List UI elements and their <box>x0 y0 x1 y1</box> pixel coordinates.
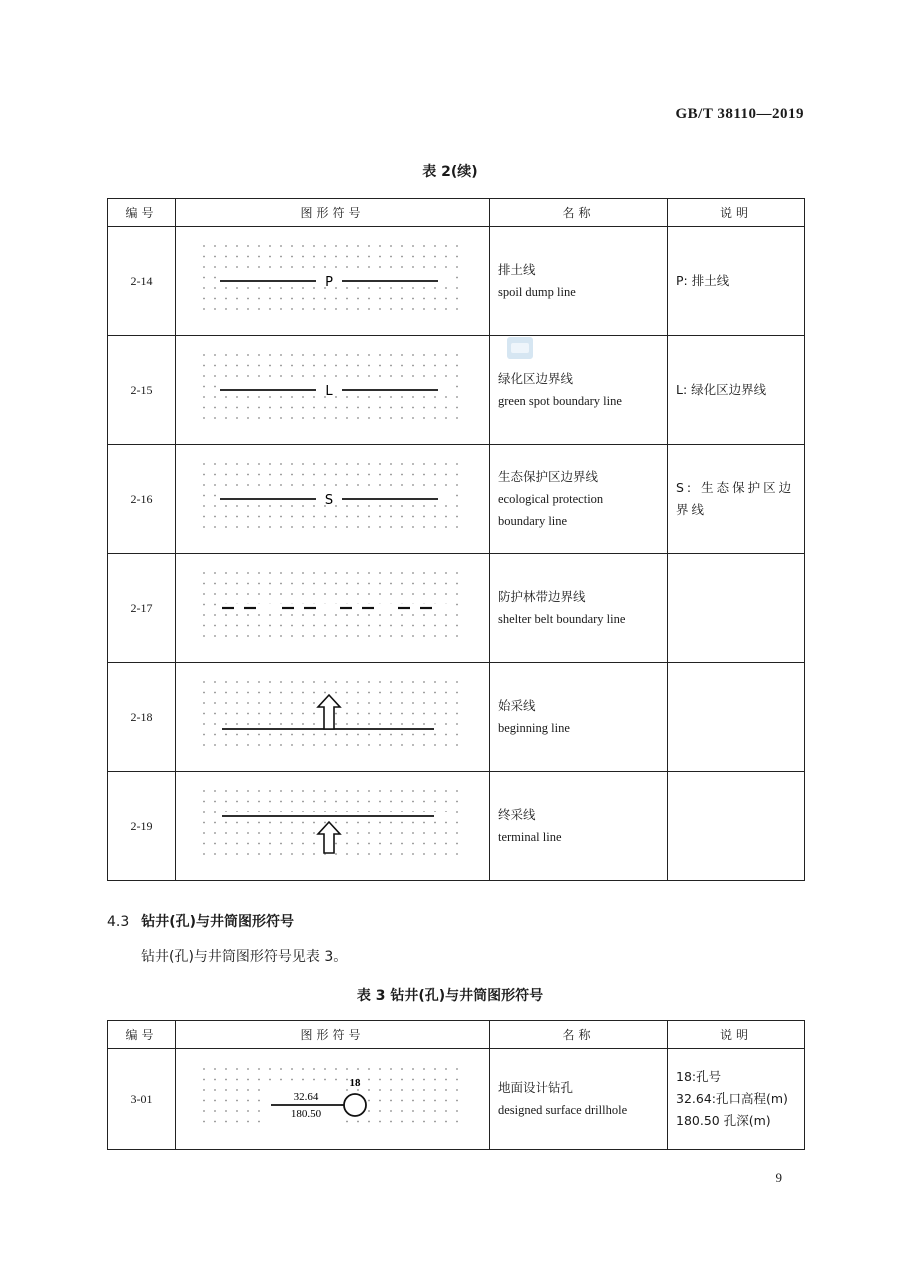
name-cell <box>490 663 668 772</box>
col-header-symbol: 图形符号 <box>176 1021 490 1049</box>
standard-code: GB/T 38110—2019 <box>675 106 804 122</box>
col-header-number: 编号 <box>108 1021 176 1049</box>
name-en: shelter belt boundary line <box>498 612 626 626</box>
symbol-letter: P <box>324 275 333 290</box>
section-heading <box>107 911 294 931</box>
symbol-line-arrow-up-below <box>198 786 468 866</box>
table2-caption: 表 2(续) <box>422 164 478 180</box>
section-title: 钻井(孔)与井筒图形符号 <box>141 914 295 930</box>
name-cell <box>490 227 668 336</box>
table-row <box>108 772 805 881</box>
col-header-name: 名称 <box>490 1021 668 1049</box>
name-zh: 始采线 <box>498 698 536 713</box>
section-number: 4.3 <box>107 914 130 930</box>
name-zh: 终采线 <box>498 807 536 822</box>
symbol-letter: S <box>324 493 333 508</box>
description-cell: S: 生态保护区边界线 <box>668 445 805 554</box>
row-number: 2-16 <box>108 445 176 554</box>
symbol-solid-line-letter <box>198 350 468 430</box>
table-row <box>108 554 805 663</box>
table3 <box>107 1020 805 1150</box>
name-cell <box>490 772 668 881</box>
symbol-cell <box>176 554 490 663</box>
row-number: 2-14 <box>108 227 176 336</box>
description-line: 18:孔号 <box>676 1069 722 1084</box>
row-number: 2-15 <box>108 336 176 445</box>
name-en: ecological protection <box>498 492 604 506</box>
row-number: 3-01 <box>108 1049 176 1150</box>
col-header-symbol: 图形符号 <box>176 199 490 227</box>
name-en: designed surface drillhole <box>498 1103 628 1117</box>
table-row <box>108 663 805 772</box>
watermark-logo <box>507 337 533 359</box>
name-cell <box>490 554 668 663</box>
name-en: spoil dump line <box>498 285 576 299</box>
page-number: 9 <box>775 1170 782 1185</box>
hole-number-label: 18 <box>349 1077 360 1089</box>
symbol-dashed-line <box>198 568 468 648</box>
drillhole-symbol <box>176 1049 490 1150</box>
symbol-cell <box>176 336 490 445</box>
table2-header-row <box>108 199 805 227</box>
name-cell <box>490 445 668 554</box>
description-cell <box>668 554 805 663</box>
table3-caption: 表 3 钻井(孔)与井筒图形符号 <box>356 988 544 1004</box>
row-number: 2-18 <box>108 663 176 772</box>
table-row <box>108 227 805 336</box>
table3-header-row <box>108 1021 805 1049</box>
description-cell: L: 绿化区边界线 <box>668 336 805 445</box>
col-header-description: 说明 <box>668 199 805 227</box>
col-header-description: 说明 <box>668 1021 805 1049</box>
row-number: 2-17 <box>108 554 176 663</box>
row-number: 2-19 <box>108 772 176 881</box>
name-zh: 绿化区边界线 <box>498 371 574 386</box>
table-row <box>108 1049 805 1150</box>
col-header-number: 编号 <box>108 199 176 227</box>
name-en: green spot boundary line <box>498 394 622 408</box>
symbol-cell <box>176 772 490 881</box>
description-line: 32.64:孔口高程(m) <box>676 1091 788 1106</box>
symbol-letter: L <box>324 384 333 399</box>
table-row <box>108 445 805 554</box>
symbol-cell <box>176 227 490 336</box>
description-line: 180.50 孔深(m) <box>676 1113 771 1128</box>
name-zh: 排土线 <box>498 262 536 277</box>
name-zh: 防护林带边界线 <box>498 589 586 604</box>
drillhole-symbol-graphic <box>198 1064 468 1134</box>
description-cell <box>668 772 805 881</box>
symbol-solid-line-letter <box>198 459 468 539</box>
table-row <box>108 336 805 445</box>
name-zh: 地面设计钻孔 <box>498 1080 574 1095</box>
symbol-cell <box>176 445 490 554</box>
name-en: beginning line <box>498 721 570 735</box>
name-en: boundary line <box>498 514 568 528</box>
table2 <box>107 198 805 881</box>
elevation-label: 32.64 <box>293 1091 318 1103</box>
description-cell <box>668 1049 805 1150</box>
symbol-cell <box>176 663 490 772</box>
name-zh: 生态保护区边界线 <box>498 469 599 484</box>
name-en: terminal line <box>498 830 562 844</box>
col-header-name: 名称 <box>490 199 668 227</box>
symbol-solid-line-letter <box>198 241 468 321</box>
symbol-line-arrow-up <box>198 677 468 757</box>
depth-label: 180.50 <box>290 1108 321 1120</box>
section-paragraph: 钻井(孔)与井筒图形符号见表 3。 <box>141 949 348 965</box>
description-cell: P: 排土线 <box>668 227 805 336</box>
description-cell <box>668 663 805 772</box>
name-cell <box>490 1049 668 1150</box>
drillhole-circle <box>344 1094 366 1116</box>
